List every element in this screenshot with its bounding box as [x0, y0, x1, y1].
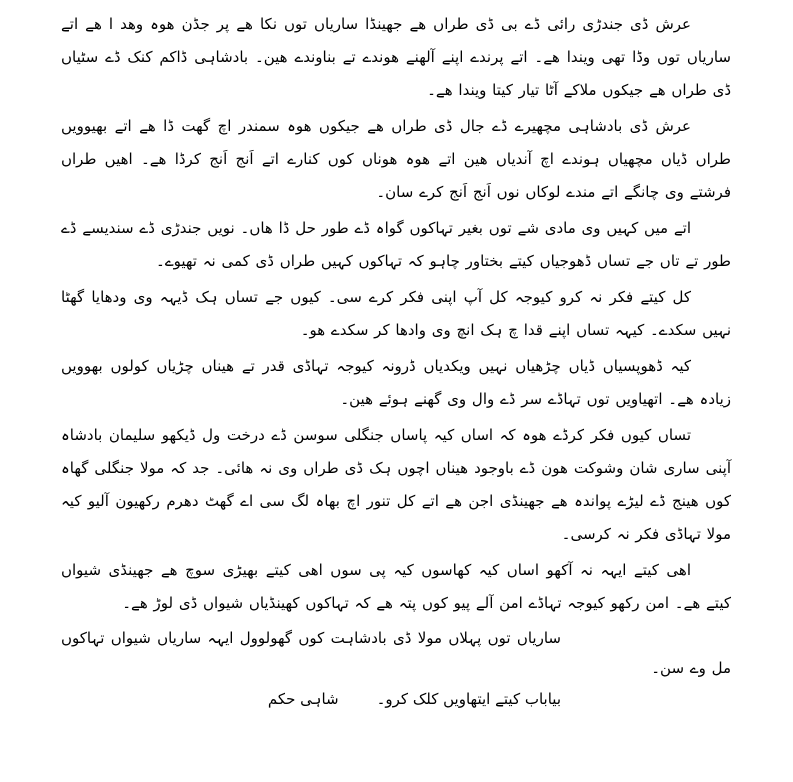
- shahi-hukam-link[interactable]: شاہی حکم: [267, 690, 339, 708]
- document-body: [61, 8, 731, 712]
- paragraph: کل کیتے فکر نہ کرو کیوجہ کل آپ اپنی فکر کرے سی۔ کیوں جے تساں ہک ڈیہہ وی ودھایا گھٹا نہیں سکدے۔ کیہہ تساں اپنے قدا چ ہک انچ وی وادھا کر سکدے ھو۔: [61, 288, 731, 339]
- paragraph: تساں کیوں فکر کرڈے ھوہ کہ اساں کیہ پاساں جنگلی سوسن ڈے درخت ول ڈیکھو سلیمان بادشاہ آپنی ساری شان وشوکت ھون ڈے باوجود ھیناں اچوں ہک ڈی طراں وی نہ ھائی۔ جد کہ مولا جنگلی گھاہ کوں ھینج ڈے لیڑے پواندہ ھے جھینڈی اجن ھے اتے کل تنور اچ بھاہ لگ سی اے گھٹ دھرم رکھیون آلیو کیہ مولا تہاڈی فکر نہ کرسی۔: [61, 426, 731, 543]
- next-chapter-link[interactable]: بیاباب کیتے ایتھاویں کلک کرو۔: [376, 690, 561, 708]
- paragraph: عرش ڈی جندڑی رائی ڈے بی ڈی طراں ھے جھینڈا ساریاں توں نکا ھے پر جڈن ھوہ وھد ا ھے اتے ساریاں توں وڈا تھی ویندا ھے۔ اتے پرندے اپنے آلھنے ھوندے تے بناوندے ھین۔ بادشاہی ڈاکم کنک ڈے سٹیاں ڈی طراں ھے جیکوں ملاکے آٹا تیار کیتا ویندا ھے۔: [61, 15, 731, 99]
- paragraph: عرش ڈی بادشاہی مچھیرے ڈے جال ڈی طراں ھے جیکوں ھوہ سمندر اچ گھت ڈا ھے اتے بھیوویں طراں ڈیاں مچھیاں ہوندے اچ آندیاں ھین اتے ھوہ ھوناں کوں کنارے اتے اَنج اَنج کرڈا ھے۔ اھیں طراں فرشتے وی چانگے اتے مندے لوکاں نوں اَنج اَنج کرے سان۔: [61, 117, 731, 201]
- paragraph: اھی کیتے ایہہ نہ آکھو اساں کیہ کھاسوں کیہ پی سوں اھی کیتے بھیڑی سوچ ھے جھینڈی شیواں کیتے ھے۔ امن رکھو کیوجہ تہاڈے امن آلے پیو کوں پتہ ھے کہ تہاکوں کھینڈیاں شیواں ڈی لوڑ ھے۔: [61, 561, 731, 612]
- paragraph: اتے میں کہیں وی مادی شے توں بغیر تہاکوں گواہ ڈے طور حل ڈا ھاں۔ نویں جندڑی ڈے سندیسے ڈے طور تے تاں جے تساں ڈھوجیاں کیتے بختاور چاہو کہ تہاکوں کہیں طراں ڈی کمی نہ تھیوے۔: [61, 219, 731, 270]
- next-chapter-line: [61, 686, 731, 712]
- paragraph: ساریاں توں پہلاں مولا ڈی بادشاہت کوں گھولوول ایہہ ساریاں شیواں تہاکوں مل وے سن۔: [61, 629, 731, 677]
- paragraph: کیہ ڈھوپسیاں ڈیاں چڑھیاں نہیں ویکدیاں ڈرونہ کیوجہ تہاڈی قدر تے ھیناں چڑیاں کولوں بھوویں زیادہ ھے۔ اتھیاویں توں تہاڈے سر ڈے وال وی گھنے ہوئے ھین۔: [61, 357, 731, 408]
